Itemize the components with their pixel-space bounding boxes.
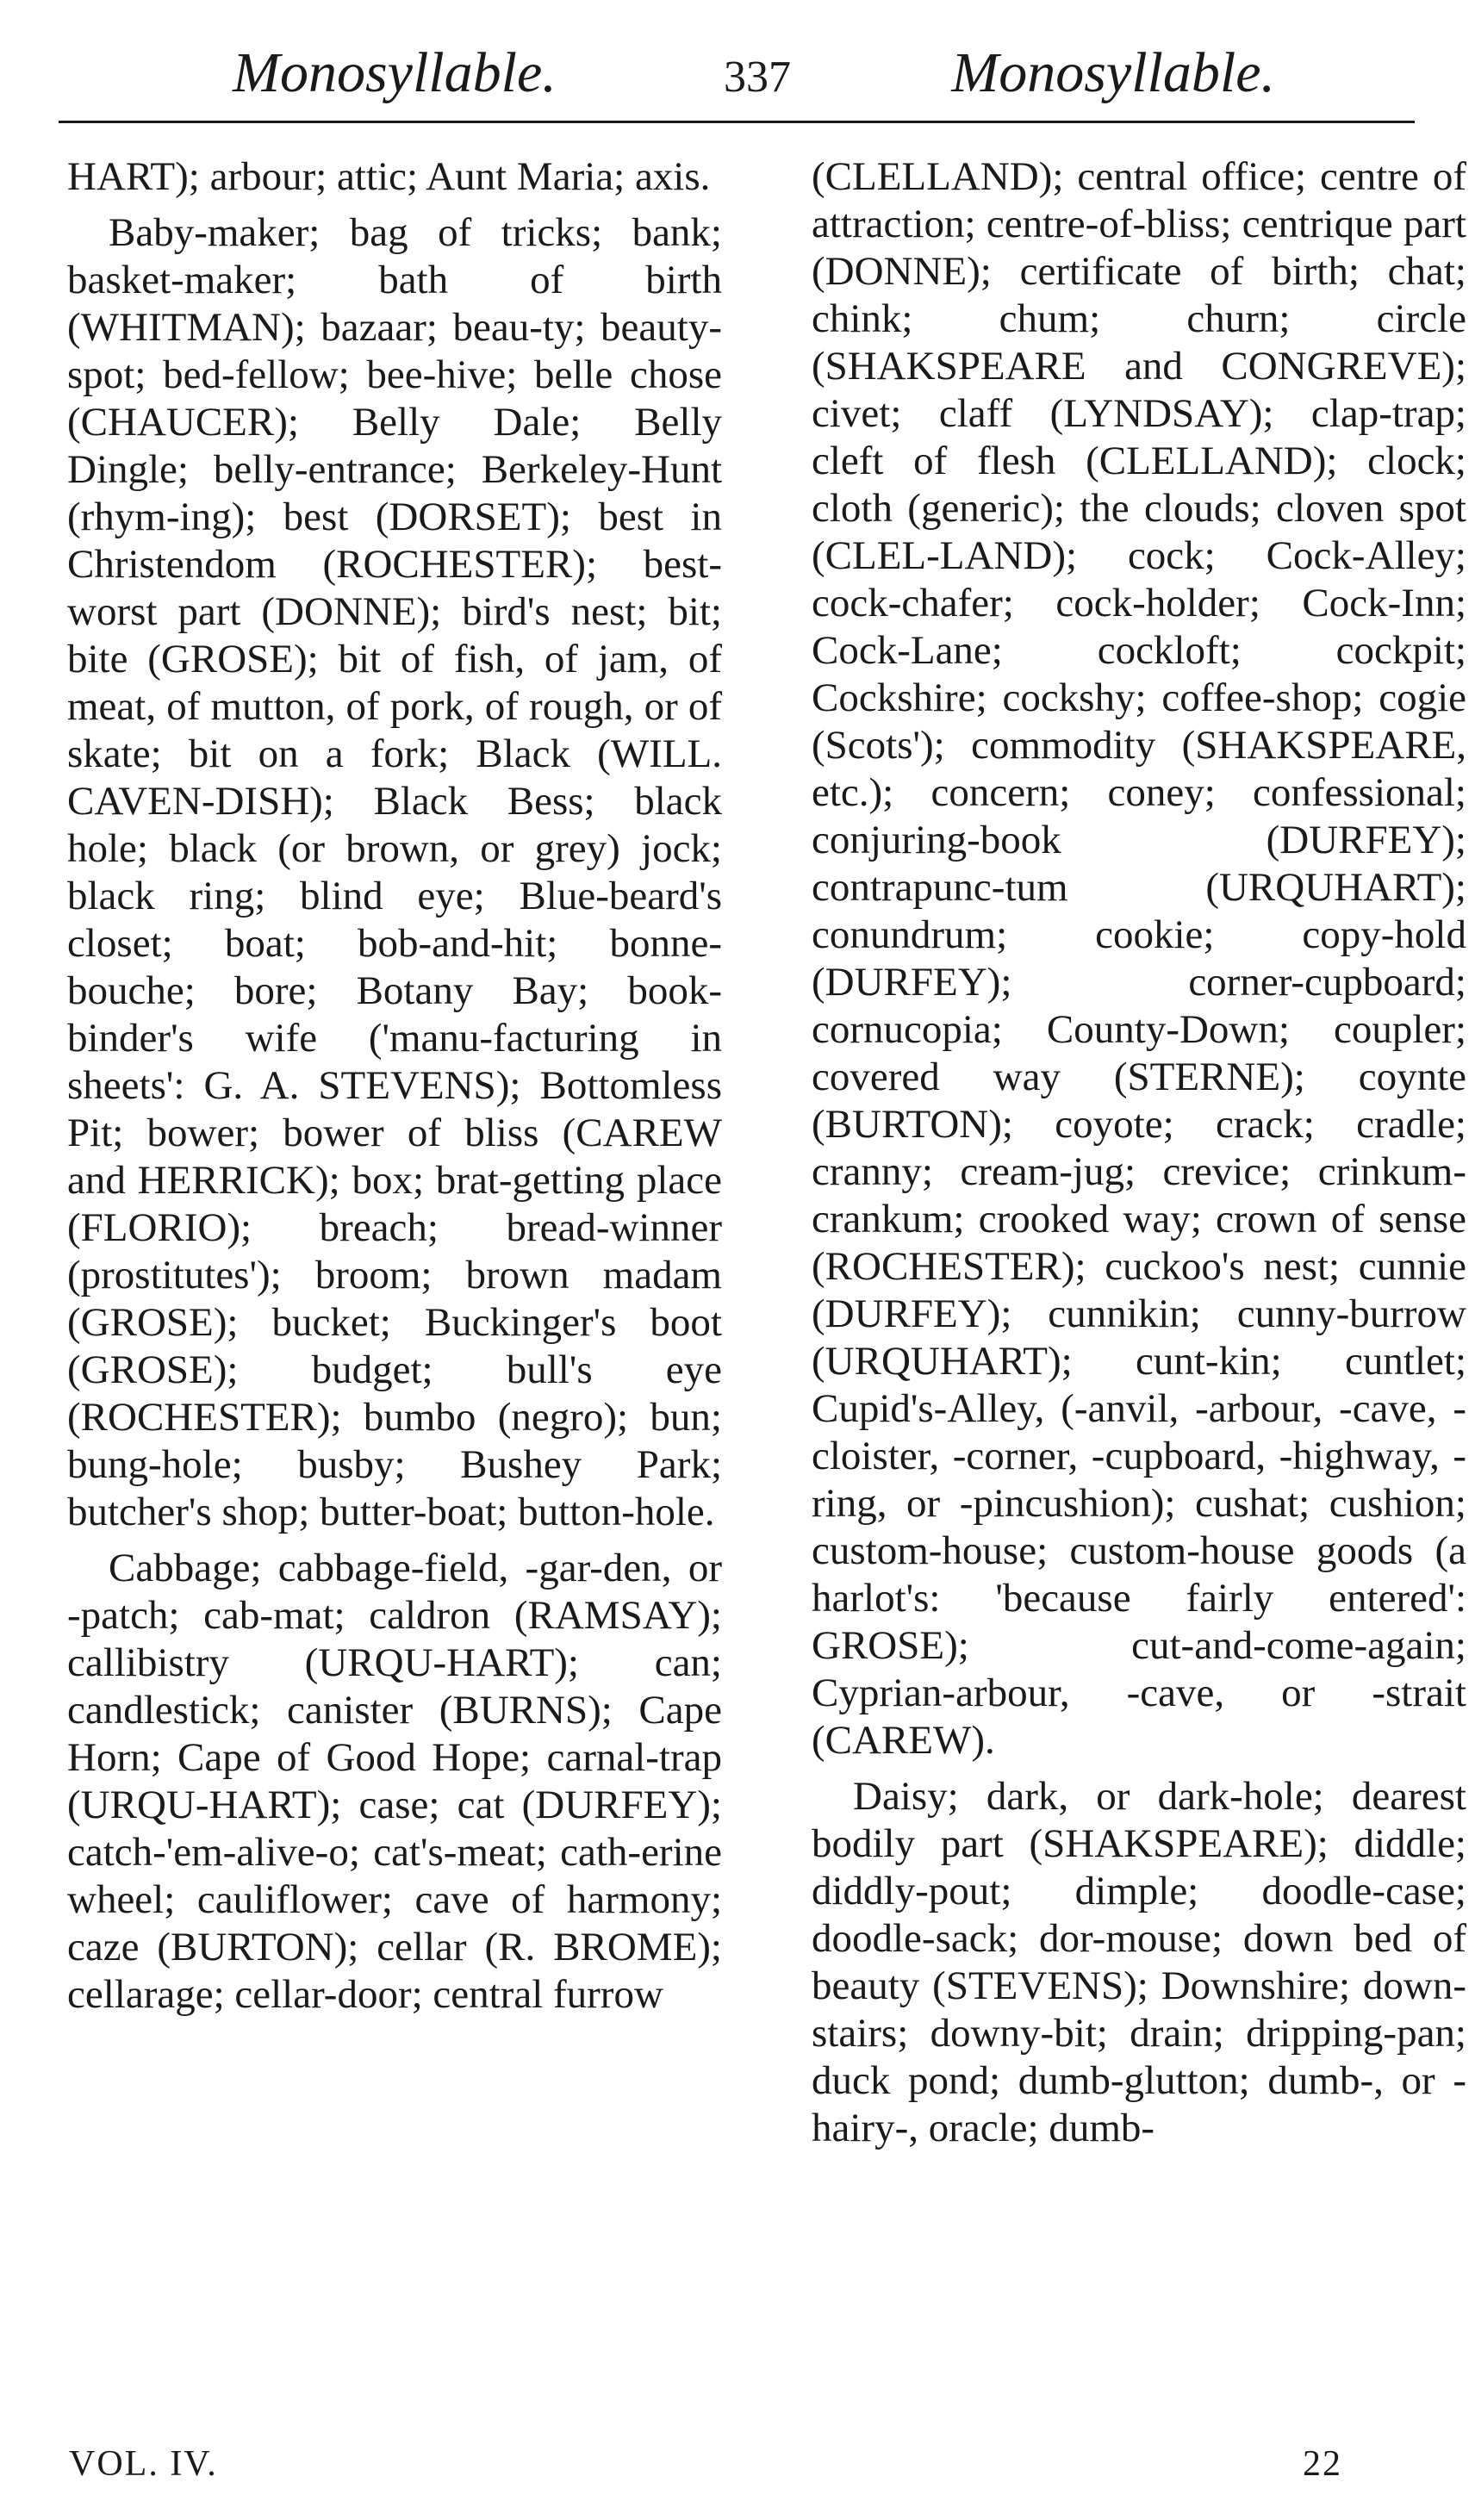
- left-paragraph-c: Cabbage; cabbage-field, -gar-den, or -patch; cab-mat; caldron (RAMSAY); callibistry (URQU-HART); can; candlestick; canister (BURNS); Cape Horn; Cape of Good Hope; carnal-trap (URQU-HART); case; cat (DURFEY); catch-'em-alive-o; cat's-meat; cath-erine wheel; cauliflower; cave of harmony; caze (BURTON); cellar (R. BROME); cellarage; cellar-door; central furrow: [67, 1546, 722, 2017]
- left-paragraph-b: Baby-maker; bag of tricks; bank; basket-maker; bath of birth (WHITMAN); bazaar; beau-ty; beauty-spot; bed-fellow; bee-hive; belle chose (CHAUCER); Belly Dale; Belly Dingle; belly-entrance; Berkeley-Hunt (rhym-ing); best (DORSET); best in Christendom (ROCHESTER); best-worst part (DONNE); bird's nest; bit; bite (GROSE); bit of fish, of jam, of meat, of mutton, of pork, of rough, or of skate; bit on a fork; Black (WILL. CAVEN-DISH); Black Bess; black hole; black (or brown, or grey) jock; black ring; blind eye; Blue-beard's closet; boat; bob-and-hit; bonne-bouche; bore; Botany Bay; book-binder's wife ('manu-facturing in sheets': G. A. STEVENS); Bottomless Pit; bower; bower of bliss (CAREW and HERRICK); box; brat-getting place (FLORIO); breach; bread-winner (prostitutes'); broom; brown madam (GROSE); bucket; Buckinger's boot (GROSE); budget; bull's eye (ROCHESTER); bumbo (negro); bun; bung-hole; busby; Bushey Park; butcher's shop; butter-boat; button-hole.: [67, 210, 722, 1534]
- left-paragraph-continued: HART); arbour; attic; Aunt Maria; axis.: [67, 154, 711, 199]
- running-head-left-title: Monosyllable.: [233, 41, 557, 104]
- right-paragraph-d: Daisy; dark, or dark-hole; dearest bodily part (SHAKSPEARE); diddle; diddly-pout; dimple; doodle-case; doodle-sack; dor-mouse; down bed of beauty (STEVENS); Downshire; down-stairs; downy-bit; drain; dripping-pan; duck pond; dumb-glutton; dumb-, or -hairy-, oracle; dumb-: [812, 1774, 1466, 2150]
- left-column: [67, 153, 722, 2019]
- right-paragraph-continued: (CLELLAND); central office; centre of attraction; centre-of-bliss; centrique part (DONNE); certificate of birth; chat; chink; chum; churn; circle (SHAKSPEARE and CONGREVE); civet; claff (LYNDSAY); clap-trap; cleft of flesh (CLELLAND); clock; cloth (generic); the clouds; cloven spot (CLEL-LAND); cock; Cock-Alley; cock-chafer; cock-holder; Cock-Inn; Cock-Lane; cockloft; cockpit; Cockshire; cockshy; coffee-shop; cogie (Scots'); commodity (SHAKSPEARE, etc.); concern; coney; confessional; conjuring-book (DURFEY); contrapunc-tum (URQUHART); conundrum; cookie; copy-hold (DURFEY); corner-cupboard; cornucopia; County-Down; coupler; covered way (STERNE); coynte (BURTON); coyote; crack; cradle; cranny; cream-jug; crevice; crinkum-crankum; crooked way; crown of sense (ROCHESTER); cuckoo's nest; cunnie (DURFEY); cunnikin; cunny-burrow (URQUHART); cunt-kin; cuntlet; Cupid's-Alley, (-anvil, -arbour, -cave, -cloister, -corner, -cupboard, -highway, -ring, or -pincushion); cushat; cushion; custom-house; custom-house goods (a harlot's: 'because fairly entered': GROSE); cut-and-come-again; Cyprian-arbour, -cave, or -strait (CAREW).: [812, 154, 1466, 1763]
- right-column: [812, 153, 1466, 2152]
- page-number: 337: [724, 53, 791, 102]
- running-head-right-title: Monosyllable.: [951, 41, 1275, 104]
- running-head: [224, 34, 1275, 112]
- volume-label: VOL. IV.: [69, 2444, 218, 2484]
- signature-mark: 22: [1303, 2444, 1342, 2484]
- header-rule: [59, 121, 1415, 123]
